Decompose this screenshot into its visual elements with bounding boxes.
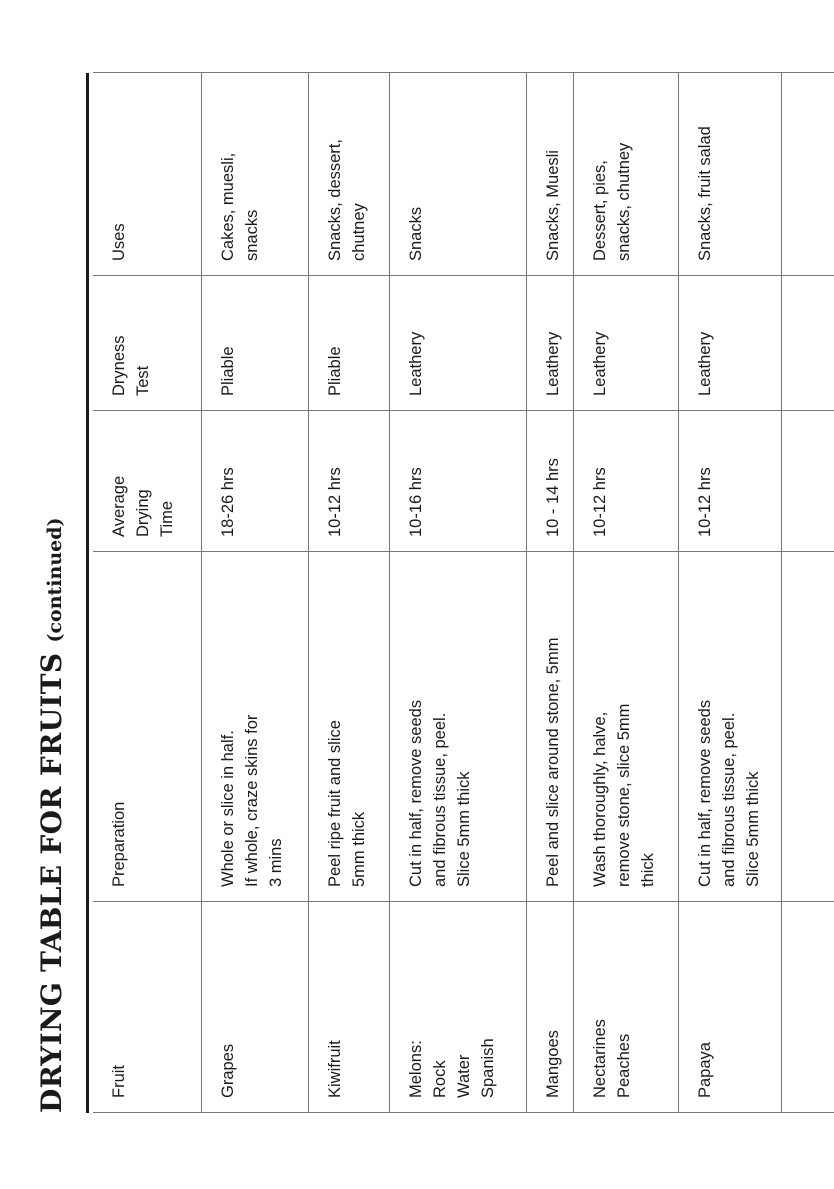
table-row [679,73,782,1113]
cell-uses: Snacks [390,73,527,276]
cell-uses: Snacks, Muesli [527,73,574,276]
page-title [35,517,68,1113]
cell-fruit: Nectarines Peaches [574,902,679,1113]
cell-dryness-test: Leathery [390,276,527,411]
title-main: DRYING TABLE FOR FRUITS [35,652,68,1113]
table-row-empty [782,73,834,1113]
cell-uses: Dessert, pies, snacks, chutney [574,73,679,276]
cell-empty [782,73,834,276]
table-row [574,73,679,1113]
cell-drying-time: 10-16 hrs [390,411,527,552]
cell-dryness-test: Pliable [202,276,309,411]
cell-drying-time: 18-26 hrs [202,411,309,552]
cell-dryness-test: Leathery [679,276,782,411]
cell-fruit: Mangoes [527,902,574,1113]
cell-empty [782,411,834,552]
header-uses: Uses [93,73,202,276]
cell-drying-time: 10 - 14 hrs [527,411,574,552]
cell-fruit: Grapes [202,902,309,1113]
drying-table [93,72,834,1113]
table-header-row [93,73,202,1113]
cell-uses: Snacks, fruit salad [679,73,782,276]
cell-drying-time: 10-12 hrs [309,411,390,552]
header-preparation: Preparation [93,552,202,902]
cell-preparation: Peel and slice around stone, 5mm [527,552,574,902]
cell-fruit: Melons: Rock Water Spanish [390,902,527,1113]
cell-dryness-test: Pliable [309,276,390,411]
title-rule [86,73,89,1113]
table-row [309,73,390,1113]
cell-drying-time: 10-12 hrs [679,411,782,552]
cell-uses: Cakes, muesli, snacks [202,73,309,276]
table-row [202,73,309,1113]
table-row [390,73,527,1113]
cell-fruit: Papaya [679,902,782,1113]
cell-preparation: Whole or slice in half. If whole, craze skins for 3 mins [202,552,309,902]
cell-empty [782,276,834,411]
table-row [527,73,574,1113]
cell-preparation: Cut in half, remove seeds and fibrous tissue, peel. Slice 5mm thick [390,552,527,902]
cell-preparation: Cut in half, remove seeds and fibrous tissue, peel. Slice 5mm thick [679,552,782,902]
header-drying-time: Average Drying Time [93,411,202,552]
cell-dryness-test: Leathery [527,276,574,411]
cell-preparation: Peel ripe fruit and slice 5mm thick [309,552,390,902]
header-dryness-test: Dryness Test [93,276,202,411]
title-subtitle: (continued) [44,517,66,643]
cell-uses: Snacks, dessert, chutney [309,73,390,276]
cell-fruit: Kiwifruit [309,902,390,1113]
cell-empty [782,902,834,1113]
cell-empty [782,552,834,902]
cell-drying-time: 10-12 hrs [574,411,679,552]
header-fruit: Fruit [93,902,202,1113]
cell-dryness-test: Leathery [574,276,679,411]
cell-preparation: Wash thoroughly, halve, remove stone, slice 5mm thick [574,552,679,902]
